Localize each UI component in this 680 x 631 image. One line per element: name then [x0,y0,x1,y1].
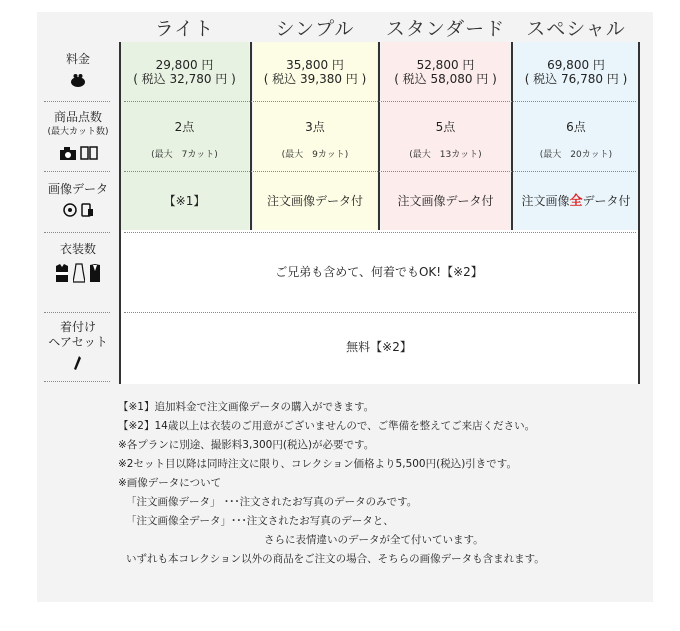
coin-purse-icon [40,71,116,89]
divider [44,171,110,172]
plan-name-lite: ライト [154,18,215,40]
divider [250,42,252,230]
note-line: ※2セット目以降は同時注文に限り、コレクション価格より5,500円(税込)引きです。 [118,458,517,470]
row-label-hair-line2: ヘアセット [48,335,108,349]
notes [118,398,638,569]
note-line: 【※2】14歳以上は衣装のご用意がございませんので、ご準備を整えてご来店ください。 [118,420,536,432]
image-cell-standard: 注文画像データ付 [397,194,494,208]
price-cell-standard [381,58,510,86]
price: 69,800 円 [547,58,605,72]
price-tax: ( 税込 39,380 円 ) [263,72,367,86]
note-line: ※画像データについて [118,477,222,489]
count-max: (最大 13カット) [409,150,482,160]
divider [124,232,636,233]
count-max: (最大 20カット) [539,150,613,160]
plan-name-special: スペシャル [526,18,626,40]
count-cell-simple [253,120,377,162]
note-line: ※各プランに別途、撮影料3,300円(税込)が必要です。 [118,439,375,451]
image-cell-lite: 【※1】 [163,194,206,208]
count-cell-special [514,120,638,162]
row-label-image [40,182,116,219]
price-tax: ( 税込 58,080 円 ) [394,72,497,86]
price-cell-special [514,58,638,86]
count-max: (最大 9カット) [281,150,349,160]
kimono-icon [54,263,70,283]
image-text: 注文画像 [521,194,570,208]
note-line: 【※1】追加料金で注文画像データの購入ができます。 [118,401,375,413]
plan-name-standard: スタンダード [385,18,506,40]
row-label-costume-text: 衣装数 [59,242,96,256]
divider [124,171,636,172]
divider [44,381,110,382]
divider [119,42,121,384]
divider [124,312,636,313]
price: 35,800 円 [286,58,344,72]
image-cell-special [514,194,638,209]
note-line: さらに表情違いのデータが全て付いています。 [264,534,484,546]
image-cell-simple: 注文画像データ付 [266,194,363,208]
divider [44,232,110,233]
cd-icon [63,203,77,217]
divider [44,101,110,102]
divider [378,42,380,230]
smartphone-icon [80,203,94,217]
costume-text: ご兄弟も含めて、何着でもOK!【※2】 [275,265,483,279]
image-text: データ付 [582,194,631,208]
count: 5点 [435,120,456,134]
photo-album-icon [80,146,98,160]
row-label-costume [40,242,116,285]
image-highlight: 全 [569,194,583,209]
costume-icons [40,261,116,285]
image-icons [40,201,116,219]
count-icons [40,144,116,162]
price: 52,800 円 [416,58,475,72]
price-cell-simple [253,58,377,86]
note-line: 「注文画像全データ」･･･注文されたお写真のデータと、 [126,515,394,527]
row-label-count [40,110,116,162]
suit-icon [88,263,102,283]
row-label-image-text: 画像データ [47,182,108,196]
price-tax: ( 税込 76,780 円 ) [524,72,628,86]
row-label-count-text: 商品点数 [53,110,102,124]
count-cell-standard [381,120,510,162]
plan-name-simple: シンプル [275,18,355,40]
note-line: 「注文画像データ」 ･･･注文されたお写真のデータのみです。 [126,496,418,508]
count: 2点 [174,120,195,134]
divider [124,101,636,102]
row-label-hair-line1: 着付け [59,320,96,334]
hair-comb-icon [40,354,116,372]
count: 6点 [566,120,586,134]
divider [511,42,513,230]
row-label-price-text: 料金 [65,52,90,66]
hair-text: 無料【※2】 [346,340,412,354]
row-label-price [40,52,116,89]
row-label-count-sub: (最大カット数) [47,127,109,137]
note-line: いずれも本コレクション以外の商品をご注文の場合、そちらの画像データも含まれます。 [126,553,545,565]
divider [638,42,640,384]
price-cell-lite [120,58,249,86]
count: 3点 [305,120,325,134]
row-label-hair [40,320,116,372]
dress-icon [73,263,85,283]
price-tax: ( 税込 32,780 円 ) [133,72,236,86]
count-cell-lite [120,120,249,162]
camera-icon [59,146,77,160]
divider [44,312,110,313]
price: 29,800 円 [155,58,214,72]
count-max: (最大 7カット) [151,150,218,160]
